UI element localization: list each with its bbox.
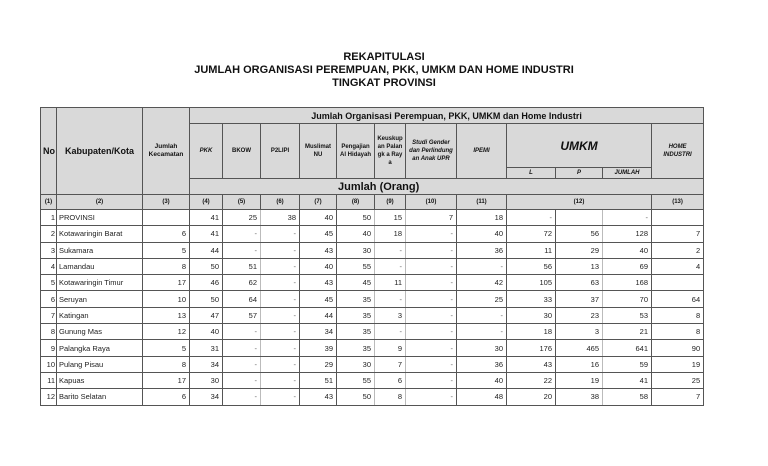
table-row bbox=[41, 356, 704, 372]
cell-bkow: 62 bbox=[223, 275, 261, 291]
cell-p2lipi: - bbox=[261, 258, 300, 274]
cell-pengajian: 50 bbox=[337, 210, 375, 226]
cell-kec: 5 bbox=[143, 340, 190, 356]
cell-p: 23 bbox=[556, 307, 603, 323]
table-body bbox=[41, 210, 704, 406]
table-row bbox=[41, 226, 704, 242]
cell-p2lipi: - bbox=[261, 307, 300, 323]
header-umkm-p: P bbox=[556, 168, 603, 179]
col-number-11: (11) bbox=[457, 195, 507, 210]
cell-home: 8 bbox=[652, 307, 704, 323]
col-number-12: (12) bbox=[507, 195, 652, 210]
cell-muslimat: 43 bbox=[300, 389, 337, 405]
cell-p: 13 bbox=[556, 258, 603, 274]
cell-keuskupan: 6 bbox=[375, 372, 406, 388]
cell-bkow: - bbox=[223, 340, 261, 356]
cell-no: 2 bbox=[41, 226, 57, 242]
cell-jumlah: 40 bbox=[603, 242, 652, 258]
cell-no: 5 bbox=[41, 275, 57, 291]
cell-muslimat: 39 bbox=[300, 340, 337, 356]
cell-name: Sukamara bbox=[57, 242, 143, 258]
cell-pengajian: 35 bbox=[337, 324, 375, 340]
cell-ipemi: - bbox=[457, 258, 507, 274]
cell-p: 37 bbox=[556, 291, 603, 307]
cell-pengajian: 35 bbox=[337, 340, 375, 356]
cell-studi: - bbox=[406, 389, 457, 405]
cell-bkow: 57 bbox=[223, 307, 261, 323]
cell-kec: 17 bbox=[143, 372, 190, 388]
col-number-2: (2) bbox=[57, 195, 143, 210]
cell-pkk: 44 bbox=[190, 242, 223, 258]
cell-jumlah: 58 bbox=[603, 389, 652, 405]
cell-pengajian: 55 bbox=[337, 258, 375, 274]
cell-p2lipi: - bbox=[261, 226, 300, 242]
cell-keuskupan: 18 bbox=[375, 226, 406, 242]
cell-p: 56 bbox=[556, 226, 603, 242]
cell-keuskupan: - bbox=[375, 324, 406, 340]
cell-bkow: - bbox=[223, 324, 261, 340]
cell-bkow: - bbox=[223, 389, 261, 405]
table-row bbox=[41, 372, 704, 388]
cell-bkow: - bbox=[223, 226, 261, 242]
cell-ipemi: - bbox=[457, 324, 507, 340]
cell-studi: - bbox=[406, 372, 457, 388]
title-line-1: REKAPITULASI bbox=[343, 51, 425, 63]
col-number-5: (5) bbox=[223, 195, 261, 210]
cell-kec: 10 bbox=[143, 291, 190, 307]
cell-kec: 13 bbox=[143, 307, 190, 323]
col-number-13: (13) bbox=[652, 195, 704, 210]
cell-jumlah: 53 bbox=[603, 307, 652, 323]
cell-muslimat: 34 bbox=[300, 324, 337, 340]
cell-keuskupan: - bbox=[375, 258, 406, 274]
cell-l: 56 bbox=[507, 258, 556, 274]
cell-pengajian: 55 bbox=[337, 372, 375, 388]
cell-no: 7 bbox=[41, 307, 57, 323]
table-row bbox=[41, 275, 704, 291]
cell-ipemi: 42 bbox=[457, 275, 507, 291]
cell-jumlah: 59 bbox=[603, 356, 652, 372]
cell-pengajian: 30 bbox=[337, 242, 375, 258]
cell-pkk: 34 bbox=[190, 356, 223, 372]
title-line-2: JUMLAH ORGANISASI PEREMPUAN, PKK, UMKM DAN HOME INDUSTRI bbox=[194, 64, 574, 76]
cell-l: 105 bbox=[507, 275, 556, 291]
cell-kec: 12 bbox=[143, 324, 190, 340]
cell-home bbox=[652, 210, 704, 226]
cell-home: 25 bbox=[652, 372, 704, 388]
col-number-6: (6) bbox=[261, 195, 300, 210]
cell-name: Pulang Pisau bbox=[57, 356, 143, 372]
cell-pengajian: 35 bbox=[337, 307, 375, 323]
cell-pengajian: 50 bbox=[337, 389, 375, 405]
table-row bbox=[41, 389, 704, 405]
cell-jumlah: - bbox=[603, 210, 652, 226]
cell-l: - bbox=[507, 210, 556, 226]
cell-p2lipi: - bbox=[261, 324, 300, 340]
cell-p: 38 bbox=[556, 389, 603, 405]
cell-jumlah: 69 bbox=[603, 258, 652, 274]
cell-muslimat: 51 bbox=[300, 372, 337, 388]
cell-studi: - bbox=[406, 258, 457, 274]
cell-pengajian: 30 bbox=[337, 356, 375, 372]
header-home-industri: HOME INDUSTRI bbox=[652, 124, 704, 179]
cell-home: 90 bbox=[652, 340, 704, 356]
cell-muslimat: 45 bbox=[300, 226, 337, 242]
table-row bbox=[41, 210, 704, 226]
cell-p2lipi: - bbox=[261, 291, 300, 307]
cell-pkk: 34 bbox=[190, 389, 223, 405]
cell-kec: 6 bbox=[143, 389, 190, 405]
cell-home: 7 bbox=[652, 226, 704, 242]
cell-jumlah: 70 bbox=[603, 291, 652, 307]
cell-muslimat: 40 bbox=[300, 258, 337, 274]
cell-muslimat: 43 bbox=[300, 242, 337, 258]
col-number-9: (9) bbox=[375, 195, 406, 210]
header-kabupaten: Kabupaten/Kota bbox=[57, 108, 143, 195]
cell-studi: - bbox=[406, 275, 457, 291]
col-number-8: (8) bbox=[337, 195, 375, 210]
cell-p2lipi: 38 bbox=[261, 210, 300, 226]
cell-no: 3 bbox=[41, 242, 57, 258]
table-row bbox=[41, 340, 704, 356]
table-row bbox=[41, 291, 704, 307]
cell-keuskupan: 7 bbox=[375, 356, 406, 372]
cell-pengajian: 35 bbox=[337, 291, 375, 307]
cell-p: 3 bbox=[556, 324, 603, 340]
cell-muslimat: 40 bbox=[300, 210, 337, 226]
cell-pkk: 41 bbox=[190, 226, 223, 242]
cell-no: 11 bbox=[41, 372, 57, 388]
cell-l: 72 bbox=[507, 226, 556, 242]
cell-studi: - bbox=[406, 324, 457, 340]
header-p2lipi: P2LIPI bbox=[261, 124, 300, 179]
cell-muslimat: 44 bbox=[300, 307, 337, 323]
header-ipemi: IPEMI bbox=[457, 124, 507, 179]
header-umkm-jumlah: JUMLAH bbox=[603, 168, 652, 179]
cell-home: 64 bbox=[652, 291, 704, 307]
cell-keuskupan: 9 bbox=[375, 340, 406, 356]
cell-home: 7 bbox=[652, 389, 704, 405]
cell-name: Lamandau bbox=[57, 258, 143, 274]
cell-jumlah: 168 bbox=[603, 275, 652, 291]
document-title bbox=[0, 51, 768, 90]
cell-jumlah: 21 bbox=[603, 324, 652, 340]
cell-l: 33 bbox=[507, 291, 556, 307]
cell-kec: 8 bbox=[143, 356, 190, 372]
col-number-4: (4) bbox=[190, 195, 223, 210]
table-row bbox=[41, 258, 704, 274]
cell-home: 19 bbox=[652, 356, 704, 372]
table-row bbox=[41, 324, 704, 340]
cell-name: Kapuas bbox=[57, 372, 143, 388]
cell-p2lipi: - bbox=[261, 340, 300, 356]
cell-p: 19 bbox=[556, 372, 603, 388]
cell-no: 9 bbox=[41, 340, 57, 356]
cell-studi: - bbox=[406, 356, 457, 372]
cell-home bbox=[652, 275, 704, 291]
cell-p2lipi: - bbox=[261, 372, 300, 388]
cell-no: 6 bbox=[41, 291, 57, 307]
header-keuskupan: Keuskup an Palangk a Raya bbox=[375, 124, 406, 179]
header-umkm-l: L bbox=[507, 168, 556, 179]
header-muslimat: Muslimat NU bbox=[300, 124, 337, 179]
cell-muslimat: 29 bbox=[300, 356, 337, 372]
cell-no: 8 bbox=[41, 324, 57, 340]
cell-keuskupan: 3 bbox=[375, 307, 406, 323]
cell-keuskupan: 11 bbox=[375, 275, 406, 291]
cell-ipemi: 18 bbox=[457, 210, 507, 226]
cell-muslimat: 43 bbox=[300, 275, 337, 291]
cell-ipemi: 40 bbox=[457, 372, 507, 388]
header-group: Jumlah Organisasi Perempuan, PKK, UMKM dan Home Industri bbox=[190, 108, 704, 124]
cell-name: Palangka Raya bbox=[57, 340, 143, 356]
cell-p2lipi: - bbox=[261, 356, 300, 372]
cell-pengajian: 40 bbox=[337, 226, 375, 242]
cell-bkow: - bbox=[223, 356, 261, 372]
cell-p2lipi: - bbox=[261, 389, 300, 405]
cell-no: 10 bbox=[41, 356, 57, 372]
header-umkm: UMKM bbox=[507, 124, 652, 168]
cell-l: 11 bbox=[507, 242, 556, 258]
cell-jumlah: 41 bbox=[603, 372, 652, 388]
cell-studi: - bbox=[406, 226, 457, 242]
cell-pkk: 31 bbox=[190, 340, 223, 356]
cell-keuskupan: - bbox=[375, 291, 406, 307]
cell-kec bbox=[143, 210, 190, 226]
cell-kec: 6 bbox=[143, 226, 190, 242]
recap-table bbox=[40, 107, 704, 406]
cell-name: Katingan bbox=[57, 307, 143, 323]
cell-home: 4 bbox=[652, 258, 704, 274]
header-bkow: BKOW bbox=[223, 124, 261, 179]
cell-name: Kotawaringin Timur bbox=[57, 275, 143, 291]
cell-name: Barito Selatan bbox=[57, 389, 143, 405]
col-number-3: (3) bbox=[143, 195, 190, 210]
cell-ipemi: 48 bbox=[457, 389, 507, 405]
cell-jumlah: 128 bbox=[603, 226, 652, 242]
cell-studi: - bbox=[406, 291, 457, 307]
cell-home: 8 bbox=[652, 324, 704, 340]
table-row bbox=[41, 242, 704, 258]
header-jumlah-orang: Jumlah (Orang) bbox=[190, 179, 704, 195]
table-row bbox=[41, 307, 704, 323]
cell-ipemi: 40 bbox=[457, 226, 507, 242]
cell-muslimat: 45 bbox=[300, 291, 337, 307]
cell-ipemi: 36 bbox=[457, 356, 507, 372]
cell-name: Kotawaringin Barat bbox=[57, 226, 143, 242]
cell-keuskupan: 8 bbox=[375, 389, 406, 405]
cell-ipemi: 30 bbox=[457, 340, 507, 356]
cell-pkk: 47 bbox=[190, 307, 223, 323]
cell-jumlah: 641 bbox=[603, 340, 652, 356]
cell-l: 43 bbox=[507, 356, 556, 372]
cell-home: 2 bbox=[652, 242, 704, 258]
cell-p: 16 bbox=[556, 356, 603, 372]
cell-ipemi: 36 bbox=[457, 242, 507, 258]
cell-pkk: 30 bbox=[190, 372, 223, 388]
cell-name: Seruyan bbox=[57, 291, 143, 307]
header-studi: Studi Gender dan Perlindung an Anak UPR bbox=[406, 124, 457, 179]
cell-pkk: 50 bbox=[190, 291, 223, 307]
cell-l: 30 bbox=[507, 307, 556, 323]
col-number-10: (10) bbox=[406, 195, 457, 210]
cell-l: 176 bbox=[507, 340, 556, 356]
cell-pengajian: 45 bbox=[337, 275, 375, 291]
cell-ipemi: - bbox=[457, 307, 507, 323]
cell-p: 29 bbox=[556, 242, 603, 258]
header-pkk: PKK bbox=[190, 124, 223, 179]
cell-studi: - bbox=[406, 242, 457, 258]
cell-no: 4 bbox=[41, 258, 57, 274]
cell-p: 465 bbox=[556, 340, 603, 356]
cell-l: 20 bbox=[507, 389, 556, 405]
cell-bkow: 25 bbox=[223, 210, 261, 226]
cell-kec: 8 bbox=[143, 258, 190, 274]
cell-name: Gunung Mas bbox=[57, 324, 143, 340]
col-number-7: (7) bbox=[300, 195, 337, 210]
header-pengajian: Pengajian Al Hidayah bbox=[337, 124, 375, 179]
cell-keuskupan: - bbox=[375, 242, 406, 258]
col-number-1: (1) bbox=[41, 195, 57, 210]
cell-pkk: 50 bbox=[190, 258, 223, 274]
cell-studi: - bbox=[406, 307, 457, 323]
cell-l: 18 bbox=[507, 324, 556, 340]
cell-p bbox=[556, 210, 603, 226]
cell-pkk: 46 bbox=[190, 275, 223, 291]
cell-bkow: 64 bbox=[223, 291, 261, 307]
cell-bkow: - bbox=[223, 242, 261, 258]
cell-bkow: 51 bbox=[223, 258, 261, 274]
cell-keuskupan: 15 bbox=[375, 210, 406, 226]
cell-p2lipi: - bbox=[261, 242, 300, 258]
cell-no: 1 bbox=[41, 210, 57, 226]
cell-kec: 17 bbox=[143, 275, 190, 291]
cell-pkk: 40 bbox=[190, 324, 223, 340]
cell-p: 63 bbox=[556, 275, 603, 291]
cell-ipemi: 25 bbox=[457, 291, 507, 307]
cell-l: 22 bbox=[507, 372, 556, 388]
cell-no: 12 bbox=[41, 389, 57, 405]
title-line-3: TINGKAT PROVINSI bbox=[332, 77, 436, 89]
cell-kec: 5 bbox=[143, 242, 190, 258]
header-kecamatan: Jumlah Kecamatan bbox=[143, 108, 190, 195]
cell-bkow: - bbox=[223, 372, 261, 388]
cell-name: PROVINSI bbox=[57, 210, 143, 226]
cell-pkk: 41 bbox=[190, 210, 223, 226]
header-no: No bbox=[41, 108, 57, 195]
cell-studi: - bbox=[406, 340, 457, 356]
cell-p2lipi: - bbox=[261, 275, 300, 291]
cell-studi: 7 bbox=[406, 210, 457, 226]
